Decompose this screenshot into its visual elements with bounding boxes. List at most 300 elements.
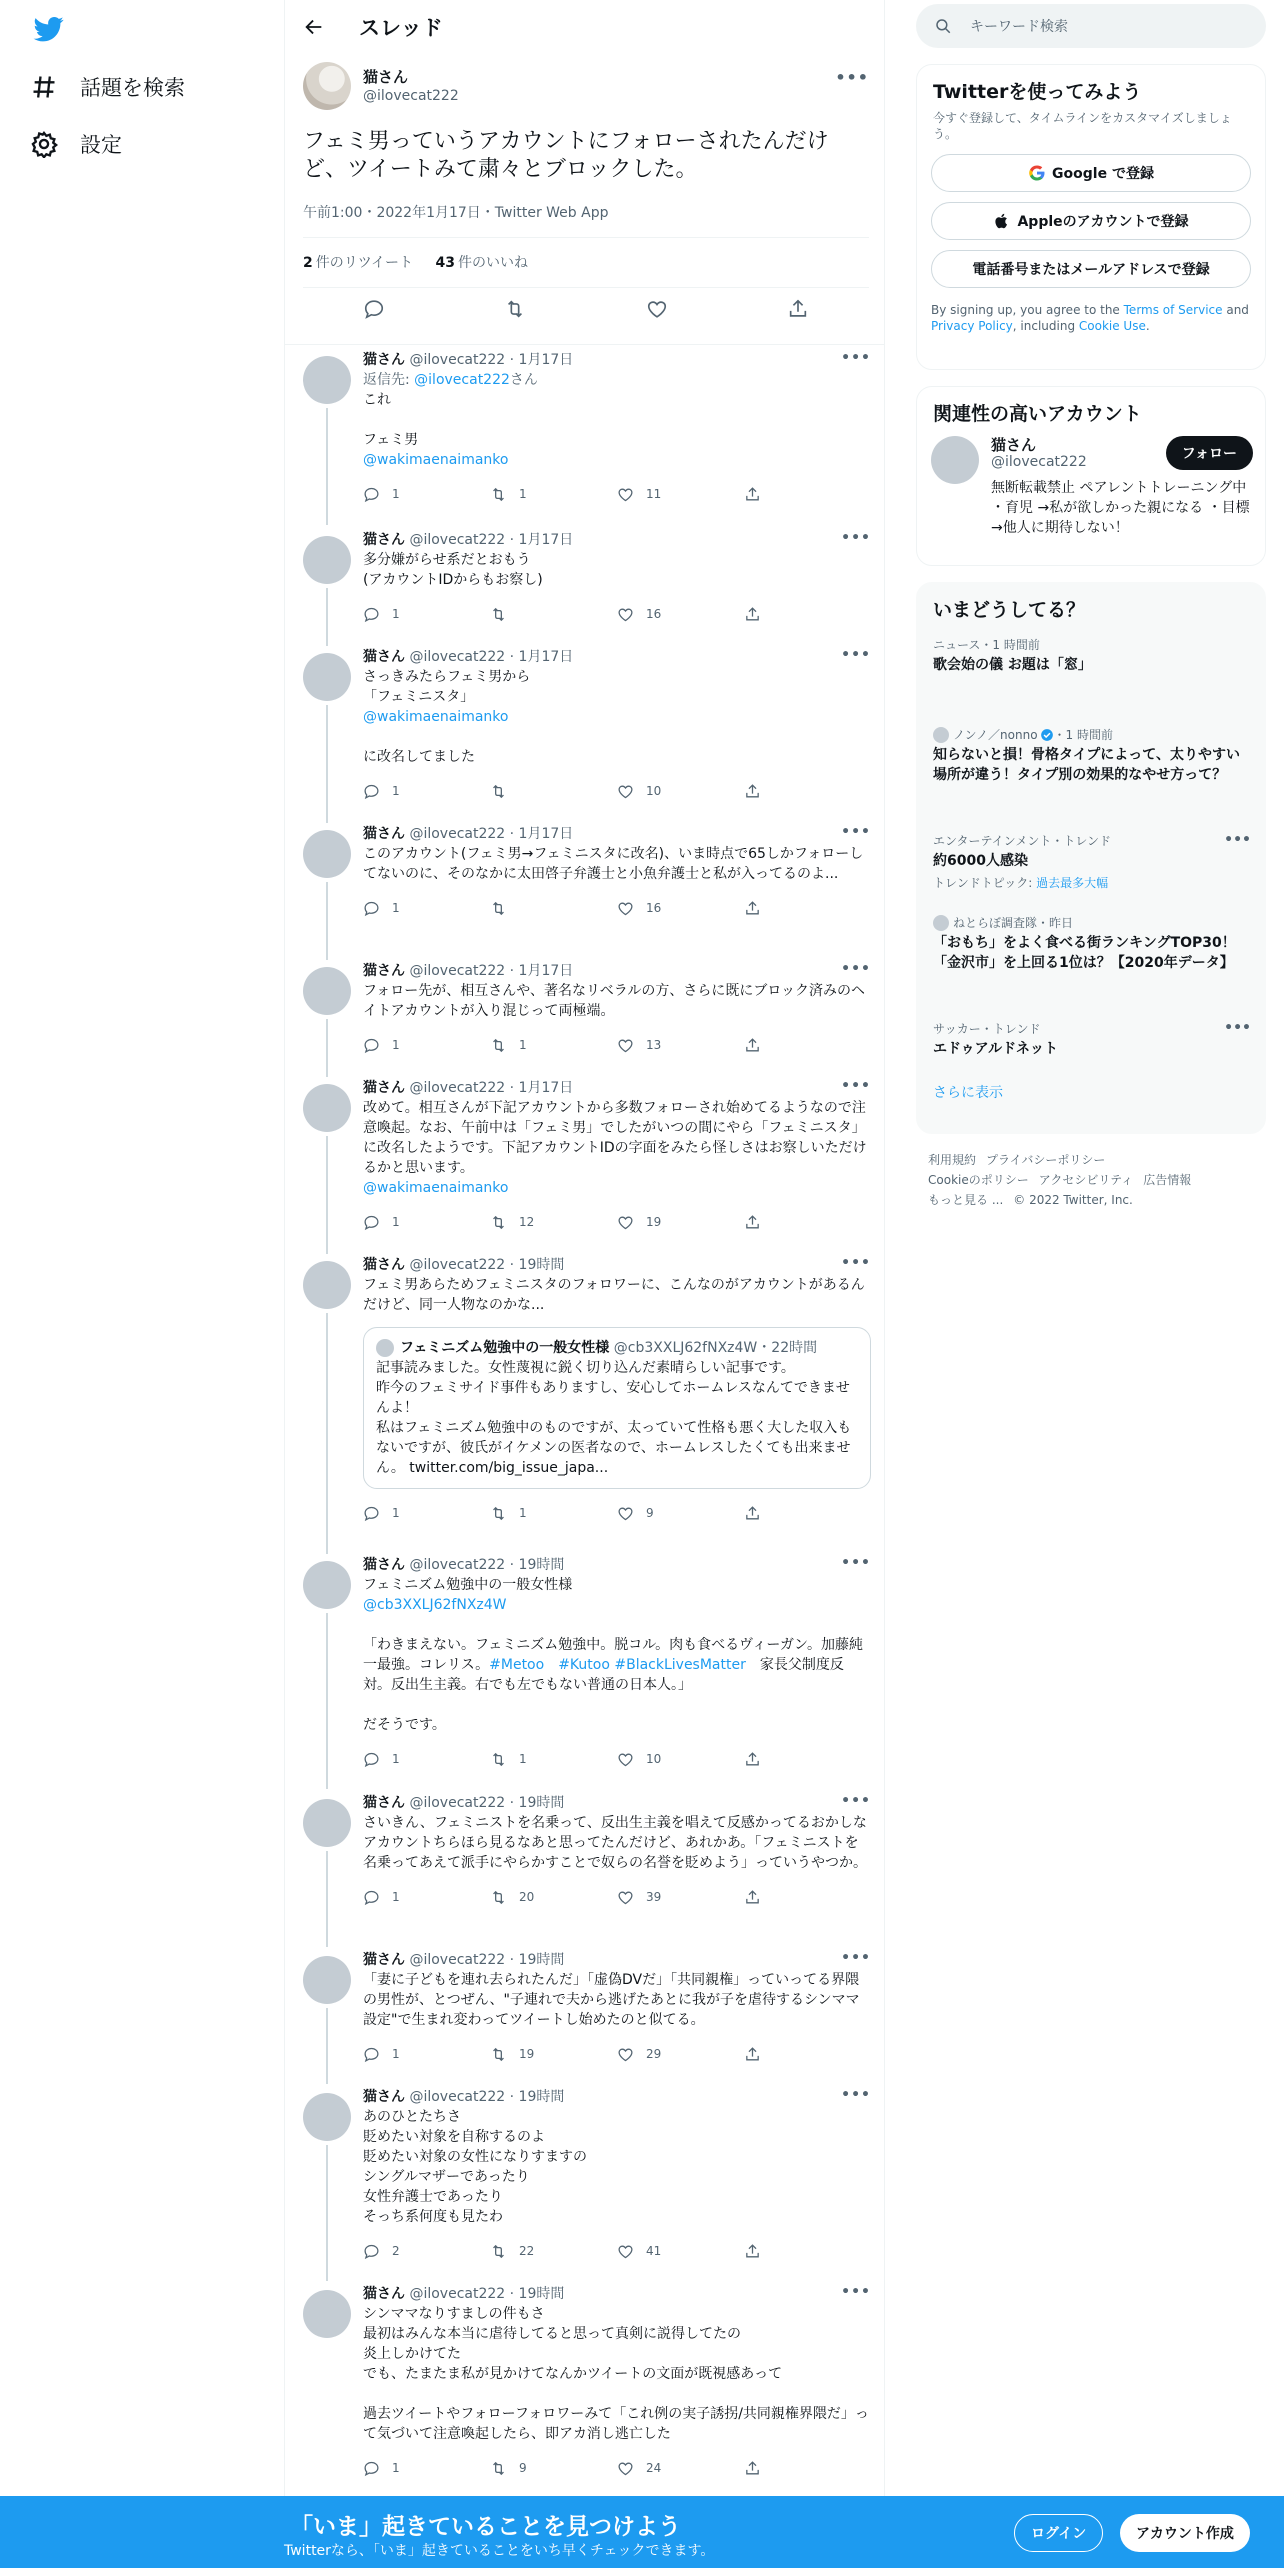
reply-tweet[interactable]: 猫さん @ilovecat222 · 1月17日 ••• このアカウント(フェミ男→フェミニスタに改名)、いま時点で65しかフォローしてないのに、そのなかに太田啓子弁護士と小魚弁護士と私が入ってるのよ... 1 16: [285, 824, 885, 956]
google-signup-button[interactable]: [931, 154, 1251, 192]
trend-time: ・昨日: [1037, 916, 1074, 930]
reply-tweet[interactable]: 猫さん @ilovecat222 · 1月17日 ••• さっきみたらフェミ男から 「フェミニスタ」 @wakimaenaimanko に改名してました 1 10: [285, 647, 885, 819]
tweet-text: これ フェミ男: [363, 392, 419, 448]
trend-title: 約6000人感染: [933, 853, 1028, 869]
author-name[interactable]: 猫さん: [363, 2089, 405, 2105]
share-icon: [744, 783, 761, 800]
more-icon[interactable]: •••: [841, 2087, 871, 2103]
tweet-time[interactable]: 1月17日: [518, 649, 574, 665]
footer-link[interactable]: もっと見る ...: [928, 1193, 1004, 1207]
thread-line: [326, 588, 328, 646]
trends-panel: [916, 582, 1266, 1134]
author-handle[interactable]: @ilovecat222: [409, 1952, 506, 1968]
apple-icon: [993, 212, 1011, 230]
retweet-button[interactable]: 19: [490, 2044, 617, 2064]
tweet-text: フェミ男あらためフェミニスタのフォロワーに、こんなのがアカウントがあるんだけど、同一人物なのかな...: [363, 1277, 865, 1313]
terms-link[interactable]: Terms of Service: [1123, 303, 1223, 317]
trend-time: ・1 時間前: [1053, 728, 1113, 742]
tweet-time[interactable]: 19時間: [518, 1257, 565, 1273]
reply-button[interactable]: 1: [363, 1035, 490, 1055]
trend-title: 「おもち」をよく食べる街ランキングTOP30！ 「金沢市」を上回る1位は？【2020年データ】: [933, 935, 1250, 971]
avatar: [376, 1339, 394, 1357]
source-avatar: [933, 915, 949, 931]
bottombar-subtitle: Twitterなら、「いま」起きていることをいち早くチェックできます。: [284, 2543, 715, 2559]
reply-icon: [363, 783, 380, 800]
share-icon: [744, 486, 761, 503]
share-button[interactable]: [744, 484, 871, 504]
quoted-tweet[interactable]: フェミニズム勉強中の一般女性様 @cb3XXLJ62fNXz4W ・ 22時間 記事読みました。女性蔑視に鋭く切り込んだ素晴らしい記事です。 昨今のフェミサイド事件もありますし、安心してホームレスなんてできませんよ！ 私はフェミニズム勉強中のものですが、太っていて性格も悪く大した収入もないですが、彼氏がイケメンの医者なので、ホームレスしたくても出来ません。 twitter.com/big_issue_japa...: [363, 1327, 871, 1489]
tweet-time[interactable]: 19時間: [518, 1557, 565, 1573]
account-handle[interactable]: @ilovecat222: [991, 454, 1087, 470]
share-button[interactable]: [744, 1749, 871, 1769]
retweet-button[interactable]: [490, 604, 617, 624]
mention-link[interactable]: @wakimaenaimanko: [363, 709, 509, 725]
author-handle[interactable]: @ilovecat222: [409, 1795, 506, 1811]
reply-button[interactable]: 1: [363, 1749, 490, 1769]
tweet-time[interactable]: 1月17日: [518, 963, 574, 979]
share-button[interactable]: [744, 898, 871, 918]
retweet-icon: [490, 606, 507, 623]
author-name[interactable]: 猫さん: [363, 1080, 405, 1096]
reply-button[interactable]: 1: [363, 898, 490, 918]
reply-tweet[interactable]: 猫さん @ilovecat222 · 1月17日 ••• 多分嫌がらせ系だとおもう (アカウントIDからもお察し) 1 16: [285, 530, 885, 642]
avatar[interactable]: [303, 1956, 351, 2004]
share-button[interactable]: [744, 781, 871, 801]
avatar[interactable]: [303, 967, 351, 1015]
signup-button[interactable]: アカウント作成: [1120, 2514, 1250, 2552]
share-icon: [744, 1037, 761, 1054]
like-icon: [617, 1505, 634, 1522]
quoted-author-handle: @cb3XXLJ62fNXz4W: [613, 1340, 758, 1356]
avatar[interactable]: [303, 1561, 351, 1609]
reply-tweet[interactable]: 猫さん @ilovecat222 · 1月17日 ••• 返信先: @ilovecat222さん これ フェミ男 @wakimaenaimanko 1 1 11: [285, 350, 885, 525]
more-icon[interactable]: •••: [1224, 1020, 1251, 1036]
author-handle[interactable]: @ilovecat222: [409, 1080, 506, 1096]
thread-line: [326, 1019, 328, 1077]
thread-line: [326, 1136, 328, 1254]
avatar[interactable]: [303, 830, 351, 878]
reply-button[interactable]: 1: [363, 2044, 490, 2064]
retweet-button[interactable]: 12: [490, 1212, 617, 1232]
like-icon: [617, 2460, 634, 2477]
share-icon[interactable]: [787, 298, 809, 320]
tweet-text: さっきみたらフェミ男から 「フェミニスタ」: [363, 669, 531, 705]
reply-button[interactable]: 2: [363, 2241, 490, 2261]
bottom-signup-bar: [0, 2496, 1284, 2568]
cookie-link[interactable]: Cookie Use: [1078, 319, 1146, 333]
follow-button[interactable]: フォロー: [1166, 436, 1253, 470]
back-arrow-icon[interactable]: [303, 16, 325, 38]
tweet-text: さいきん、フェミニストを名乗って、反出生主義を唱えて反感かってるおかしなアカウントちらほら見るなあと思ってたんだけど、あれかあ。「フェミニストを名乗ってあえて派手にやらかすことで奴らの名誉を貶めよう」っていうやつか。: [363, 1815, 867, 1871]
trend-item[interactable]: [917, 914, 1265, 1020]
like-button[interactable]: 16: [617, 898, 744, 918]
author-name[interactable]: 猫さん: [363, 1952, 405, 1968]
phone-email-signup-button[interactable]: [931, 250, 1251, 288]
author-name[interactable]: 猫さん: [363, 1257, 405, 1273]
tweet-text: あのひとたちさ 貶めたい対象を自称するのよ 貶めたい対象の女性になりすますの シングルマザーであったり 女性弁護士であったり そっち系何度も見たわ: [363, 2109, 587, 2225]
tweet-actions: [303, 298, 869, 320]
left-nav: [0, 0, 284, 2568]
reply-button[interactable]: 1: [363, 1212, 490, 1232]
retweet-button[interactable]: 9: [490, 2458, 617, 2478]
page-title: スレッド: [359, 16, 443, 40]
reply-icon: [363, 2460, 380, 2477]
trend-source: ねとらぼ調査隊: [953, 916, 1038, 930]
source-avatar: [933, 727, 949, 743]
share-icon: [744, 2046, 761, 2063]
nav-settings-label: 設定: [80, 133, 122, 157]
author-name[interactable]: 猫さん: [363, 2286, 405, 2302]
tweet-time[interactable]: 1月17日: [518, 352, 574, 368]
like-icon: [617, 2046, 634, 2063]
phone-signup-label: 電話番号またはメールアドレスで登録: [972, 262, 1210, 278]
retweet-icon: [490, 1751, 507, 1768]
author-name[interactable]: 猫さん: [363, 68, 409, 86]
hashtag-icon: [30, 73, 58, 101]
avatar[interactable]: [303, 536, 351, 584]
share-icon: [744, 1214, 761, 1231]
tweet-text: 「妻に子どもを連れ去られたんだ」「虚偽DVだ」「共同親権」っていってる界隈の男性が、とつぜん、"子連れで夫から逃げたあとに我が子を虐待するシンママ設定"で生まれ変わってツイートし始めたのと似てる。: [363, 1972, 860, 2028]
thread-line: [326, 1613, 328, 1789]
thread-line: [326, 2008, 328, 2084]
trend-source: ノンノ／nonno: [953, 728, 1038, 742]
like-icon: [617, 1037, 634, 1054]
tweet-time[interactable]: 19時間: [518, 2089, 565, 2105]
avatar[interactable]: [303, 356, 351, 404]
tweet-time[interactable]: 19時間: [518, 1952, 565, 1968]
divider: [303, 237, 869, 238]
author-name[interactable]: 猫さん: [363, 1557, 405, 1573]
like-button[interactable]: 10: [617, 781, 744, 801]
more-icon[interactable]: •••: [841, 1950, 871, 1966]
retweet-button[interactable]: 1: [490, 1749, 617, 1769]
share-button[interactable]: [744, 604, 871, 624]
tweet-text: フォロー先が、相互さんや、著名なリベラルの方、さらに既にブロック済みのヘイトアカウントが入り混じって両極端。: [363, 983, 866, 1019]
trend-item[interactable]: [917, 1020, 1265, 1082]
like-icon: [617, 900, 634, 917]
more-icon[interactable]: •••: [841, 824, 871, 840]
author-name[interactable]: 猫さん: [363, 1795, 405, 1811]
reply-icon: [363, 1037, 380, 1054]
avatar[interactable]: [303, 62, 351, 110]
author-name[interactable]: 猫さん: [363, 352, 405, 368]
signup-panel: [916, 64, 1266, 370]
avatar[interactable]: [303, 1261, 351, 1309]
trend-meta: サッカー・トレンド: [933, 1022, 1041, 1036]
tweet-time[interactable]: 1月17日: [518, 1080, 574, 1096]
like-button[interactable]: 29: [617, 2044, 744, 2064]
more-icon[interactable]: •••: [841, 2284, 871, 2300]
more-icon[interactable]: •••: [841, 350, 871, 366]
apple-signup-button[interactable]: [931, 202, 1251, 240]
footer-link[interactable]: 広告情報: [1143, 1173, 1192, 1187]
tweet-time[interactable]: 1月17日: [518, 532, 574, 548]
tweet-time[interactable]: 1月17日: [518, 826, 574, 842]
tweet-text: フェミ男っていうアカウントにフォローされたんだけど、ツイートみて粛々とブロックした。: [303, 129, 829, 182]
reply-to-link[interactable]: @ilovecat222: [414, 372, 510, 388]
reply-icon: [363, 1505, 380, 1522]
verified-badge-icon: [1040, 728, 1054, 742]
like-button[interactable]: 16: [617, 604, 744, 624]
reply-button[interactable]: 1: [363, 1503, 490, 1523]
search-input[interactable]: キーワード検索: [970, 19, 1068, 35]
retweet-icon: [490, 1889, 507, 1906]
retweet-icon: [490, 2243, 507, 2260]
thread-line: [326, 408, 328, 525]
like-button[interactable]: 13: [617, 1035, 744, 1055]
trend-item[interactable]: [917, 832, 1265, 914]
reply-button[interactable]: 1: [363, 781, 490, 801]
like-button[interactable]: 19: [617, 1212, 744, 1232]
signup-legal: By signing up, you agree to the Terms of Service and Privacy Policy, including Cookie Use.: [931, 303, 1249, 333]
retweet-icon: [490, 2046, 507, 2063]
hashtag-link[interactable]: #Metoo: [489, 1657, 545, 1673]
tweet-text-cont: に改名してました: [363, 749, 475, 765]
like-icon: [617, 1751, 634, 1768]
avatar[interactable]: [931, 436, 979, 484]
tweet-text: フェミニズム勉強中の一般女性様: [363, 1577, 573, 1593]
retweet-button[interactable]: 1: [490, 1035, 617, 1055]
reply-icon: [363, 486, 380, 503]
signup-subtitle: 今すぐ登録して、タイムラインをカスタマイズしましょう。: [933, 111, 1232, 141]
trend-meta: エンターテインメント・トレンド: [933, 834, 1112, 848]
trend-item[interactable]: [917, 636, 1265, 726]
like-icon: [617, 2243, 634, 2260]
retweet-stat[interactable]: 2 件のリツイート: [303, 255, 414, 271]
trend-title: 知らないと損！骨格タイプによって、太りやすい場所が違う！タイプ別の効果的なやせ方って？: [933, 747, 1241, 783]
google-signup-label: Google で登録: [1052, 166, 1154, 182]
reply-icon: [363, 2243, 380, 2260]
retweet-button[interactable]: [490, 898, 617, 918]
nav-explore[interactable]: [30, 67, 185, 107]
retweet-button[interactable]: 1: [490, 1503, 617, 1523]
reply-tweet[interactable]: 猫さん @ilovecat222 · 19時間 ••• 「妻に子どもを連れ去られたんだ」「虚偽DVだ」「共同親権」っていってる界隈の男性が、とつぜん、"子連れで夫から逃げたあとに我が子を虐待するシンママ設定"で生まれ変わってツイートし始めたのと似てる。 1 19 29: [285, 1950, 885, 2080]
retweet-icon: [490, 1214, 507, 1231]
reply-button[interactable]: 1: [363, 484, 490, 504]
reply-tweet[interactable]: 猫さん @ilovecat222 · 19時間 ••• シンママなりすましの件もさ 最初はみんな本当に虐待してると思って真剣に説得してたの 炎上しかけてた でも、たまたま私が見かけてなんかツイートの文面が既視感あって 過去ツイートやフォローフォロワーみて「これ例の実子誘拐/共同親権界隈だ」って気づいて注意喚起したら、即アカ消し逃亡した 1 9 24: [285, 2284, 885, 2494]
thread-line: [326, 705, 328, 823]
trend-topic-label: トレンドトピック:: [933, 876, 1033, 890]
bottombar-title: 「いま」起きていることを見つけよう: [290, 2514, 681, 2540]
more-icon[interactable]: •••: [841, 1793, 871, 1809]
trend-title: 歌会始の儀 お題は「窓」: [933, 657, 1092, 673]
like-button[interactable]: 24: [617, 2458, 744, 2478]
trend-item[interactable]: [917, 726, 1265, 832]
share-button[interactable]: [744, 2241, 871, 2261]
retweet-icon: [490, 2460, 507, 2477]
retweet-button[interactable]: 22: [490, 2241, 617, 2261]
avatar[interactable]: [303, 2093, 351, 2141]
author-handle[interactable]: @ilovecat222: [409, 532, 506, 548]
more-icon[interactable]: •••: [841, 1255, 871, 1271]
more-icon[interactable]: •••: [835, 68, 869, 87]
reply-button[interactable]: 1: [363, 2458, 490, 2478]
share-button[interactable]: [744, 1887, 871, 1907]
hashtag-link[interactable]: #BlackLivesMatter: [614, 1657, 746, 1673]
reply-tweet[interactable]: 猫さん @ilovecat222 · 19時間 ••• あのひとたちさ 貶めたい対象を自称するのよ 貶めたい対象の女性になりすますの シングルマザーであったり 女性弁護士であったり そっち系何度も見たわ 2 22 41: [285, 2087, 885, 2277]
like-stat[interactable]: 43 件のいいね: [435, 255, 528, 271]
mention-link[interactable]: @cb3XXLJ62fNXz4W: [363, 1597, 507, 1613]
like-icon: [617, 606, 634, 623]
avatar[interactable]: [303, 2290, 351, 2338]
share-button[interactable]: [744, 2044, 871, 2064]
tweet-text: このアカウント(フェミ男→フェミニスタに改名)、いま時点で65しかフォローしてないのに、そのなかに太田啓子弁護士と小魚弁護士と私が入ってるのよ...: [363, 846, 864, 882]
author-name[interactable]: 猫さん: [363, 649, 405, 665]
author-handle[interactable]: @ilovecat222: [409, 352, 506, 368]
footer-link[interactable]: 利用規約: [928, 1153, 977, 1167]
share-button[interactable]: [744, 1035, 871, 1055]
more-icon[interactable]: •••: [841, 961, 871, 977]
like-button[interactable]: 9: [617, 1503, 744, 1523]
gear-icon: [30, 130, 58, 158]
retweet-button[interactable]: 20: [490, 1887, 617, 1907]
reply-icon: [363, 1751, 380, 1768]
retweet-icon: [490, 1505, 507, 1522]
reply-button[interactable]: 1: [363, 1887, 490, 1907]
like-button[interactable]: 10: [617, 1749, 744, 1769]
retweet-icon: [490, 783, 507, 800]
relevant-accounts-panel: [916, 386, 1266, 566]
more-icon[interactable]: •••: [1224, 832, 1251, 848]
author-handle[interactable]: @ilovecat222: [409, 2089, 506, 2105]
nav-settings[interactable]: [30, 124, 122, 164]
like-icon: [617, 1214, 634, 1231]
thread-header: [285, 0, 885, 54]
avatar[interactable]: [303, 653, 351, 701]
footer-link[interactable]: プライバシーポリシー: [986, 1153, 1106, 1167]
divider: [303, 287, 869, 288]
search-box[interactable]: [916, 4, 1266, 48]
tweet-text-cont: 「わきまえない。フェミニズム勉強中。脱コル。肉も食べるヴィーガン。加藤純一最強。コレリス。#Metoo #Kutoo #BlackLivesMatter 家長父制度反対。反出生主義。右でも左でもない普通の日本人。」 だそうです。: [363, 1637, 863, 1733]
nav-explore-label: 話題を検索: [80, 76, 185, 100]
author-handle[interactable]: @ilovecat222: [409, 649, 506, 665]
footer-link[interactable]: Cookieのポリシー: [928, 1173, 1029, 1187]
copyright: © 2022 Twitter, Inc.: [1013, 1193, 1133, 1207]
retweet-button[interactable]: 1: [490, 484, 617, 504]
tweet-stats: [303, 252, 528, 272]
signup-title: Twitterを使ってみよう: [933, 81, 1142, 103]
reply-to-suffix: さん: [509, 372, 538, 388]
reply-icon: [363, 900, 380, 917]
like-icon: [617, 783, 634, 800]
reply-tweet[interactable]: 猫さん @ilovecat222 · 19時間 ••• フェミニズム勉強中の一般女性様 @cb3XXLJ62fNXz4W 「わきまえない。フェミニズム勉強中。脱コル。肉も食べるヴィーガン。加藤純一最強。コレリス。#Metoo #Kutoo #BlackLivesMatter 家長父制度反対。反出生主義。右でも左でもない普通の日本人。」 だそうです。 1 1 10: [285, 1555, 885, 1785]
author-handle[interactable]: @ilovecat222: [409, 1557, 506, 1573]
reply-to-label: 返信先:: [363, 372, 410, 388]
author-handle[interactable]: @ilovecat222: [409, 963, 506, 979]
reply-icon: [363, 1214, 380, 1231]
like-button[interactable]: 11: [617, 484, 744, 504]
tweet-text: シンママなりすましの件もさ 最初はみんな本当に虐待してると思って真剣に説得してたの 炎上しかけてた でも、たまたま私が見かけてなんかツイートの文面が既視感あって 過去ツイートやフォローフォロワーみて「これ例の実子誘拐/共同親権界隈だ」って気づいて注意喚起したら、即アカ消し逃亡した: [363, 2306, 869, 2442]
share-button[interactable]: [744, 2458, 871, 2478]
thread-column: [284, 0, 885, 2568]
thread-line: [326, 1851, 328, 1947]
more-icon[interactable]: •••: [841, 530, 871, 546]
show-more-link[interactable]: さらに表示: [933, 1085, 1003, 1101]
mention-link[interactable]: @wakimaenaimanko: [363, 1180, 509, 1196]
like-icon: [617, 486, 634, 503]
share-icon: [744, 1505, 761, 1522]
retweet-button[interactable]: [490, 781, 617, 801]
retweet-icon: [490, 1037, 507, 1054]
tweet-time[interactable]: 19時間: [518, 1795, 565, 1811]
google-icon: [1028, 164, 1046, 182]
account-card[interactable]: [917, 426, 1265, 536]
share-button[interactable]: [744, 1212, 871, 1232]
author-handle[interactable]: @ilovecat222: [409, 826, 506, 842]
retweet-icon: [490, 486, 507, 503]
reply-icon[interactable]: [363, 298, 385, 320]
author-name[interactable]: 猫さん: [363, 963, 405, 979]
reply-button[interactable]: 1: [363, 604, 490, 624]
author-handle[interactable]: @ilovecat222: [409, 1257, 506, 1273]
trend-topic-link[interactable]: 過去最多大幅: [1036, 876, 1109, 890]
more-icon[interactable]: •••: [841, 1078, 871, 1094]
tweet-time[interactable]: 19時間: [518, 2286, 565, 2302]
tweet-text: 改めて。相互さんが下記アカウントから多数フォローされ始めてるようなので注意喚起。なお、午前中は「フェミ男」でしたがいつの間にやら「フェミニスタ」に改名したようです。下記アカウントIDの字面をみたら怪しさはお察しいただけるかと思います。: [363, 1100, 867, 1176]
tweet-text: 多分嫌がらせ系だとおもう (アカウントIDからもお察し): [363, 552, 543, 588]
login-button[interactable]: ログイン: [1014, 2514, 1103, 2552]
thread-line: [326, 2145, 328, 2281]
reply-icon: [363, 606, 380, 623]
footer-links: [928, 1150, 1258, 1210]
hashtag-link[interactable]: #Kutoo: [558, 1657, 610, 1673]
retweet-icon[interactable]: [504, 298, 526, 320]
quoted-author-name: フェミニズム勉強中の一般女性様: [400, 1340, 610, 1356]
author-handle[interactable]: @ilovecat222: [363, 88, 459, 104]
relevant-title: 関連性の高いアカウント: [933, 403, 1142, 425]
account-bio: 無断転載禁止 ペアレントトレーニング中 ・育児 →私が欲しかった親になる ・目標 →他人に期待しない！: [991, 480, 1250, 536]
reply-tweet[interactable]: 猫さん @ilovecat222 · 1月17日 ••• 改めて。相互さんが下記アカウントから多数フォローされ始めてるようなので注意喚起。なお、午前中は「フェミ男」でしたがいつの間にやら「フェミニスタ」に改名したようです。下記アカウントIDの字面をみたら怪しさはお察しいただけるかと思います。 @wakimaenaimanko 1 12 19: [285, 1078, 885, 1250]
mention-link[interactable]: @wakimaenaimanko: [363, 452, 509, 468]
account-name[interactable]: 猫さん: [991, 436, 1037, 454]
like-icon[interactable]: [646, 298, 668, 320]
tweet-meta[interactable]: 午前1:00・2022年1月17日・Twitter Web App: [303, 205, 609, 221]
quoted-text: 記事読みました。女性蔑視に鋭く切り込んだ素晴らしい記事です。 昨今のフェミサイド事件もありますし、安心してホームレスなんてできませんよ！ 私はフェミニズム勉強中のものですが、太っていて性格も悪く大した収入もないですが、彼氏がイケメンの医者なので、ホームレスしたくても出来ません。 twitter.com/big_issue_japa...: [376, 1360, 852, 1476]
like-icon: [617, 1889, 634, 1906]
share-button[interactable]: [744, 1503, 871, 1523]
retweet-icon: [490, 900, 507, 917]
more-icon[interactable]: •••: [841, 647, 871, 663]
author-name[interactable]: 猫さん: [363, 826, 405, 842]
trend-meta: ニュース・1 時間前: [933, 638, 1040, 652]
author-handle[interactable]: @ilovecat222: [409, 2286, 506, 2302]
reply-tweet[interactable]: 猫さん @ilovecat222 · 19時間 ••• さいきん、フェミニストを名乗って、反出生主義を唱えて反感かってるおかしなアカウントちらほら見るなあと思ってたんだけど、あれかあ。「フェミニストを名乗ってあえて派手にやらかすことで奴らの名誉を貶めよう」っていうやつか。 1 20 39: [285, 1793, 885, 1943]
trends-title: いまどうしてる？: [933, 599, 1086, 621]
divider: [285, 344, 885, 345]
apple-signup-label: Appleのアカウントで登録: [1017, 214, 1189, 230]
share-icon: [744, 1751, 761, 1768]
thread-line: [326, 1313, 328, 1554]
reply-icon: [363, 2046, 380, 2063]
reply-tweet[interactable]: 猫さん @ilovecat222 · 19時間 ••• フェミ男あらためフェミニスタのフォロワーに、こんなのがアカウントがあるんだけど、同一人物なのかな... フェミニズム勉強中の一般女性様 @cb3XXLJ62fNXz4W ・ 22時間 記事読みました。女性蔑視に鋭く切り込んだ素晴らしい記事です。 昨今のフェミサイド事件もありますし、安心してホームレスなんてできませんよ！ 私はフェミニズム勉強中のものですが、太っていて性格も悪く大した収入もないですが、彼氏がイケメンの医者なので、ホームレスしたくても出来ません。 twitter.com/big_issue_japa... 1 1 9: [285, 1255, 885, 1550]
reply-tweet[interactable]: 猫さん @ilovecat222 · 1月17日 ••• フォロー先が、相互さんや、著名なリベラルの方、さらに既にブロック済みのヘイトアカウントが入り混じって両極端。 1 1 13: [285, 961, 885, 1073]
avatar[interactable]: [303, 1084, 351, 1132]
reply-icon: [363, 1889, 380, 1906]
like-button[interactable]: 41: [617, 2241, 744, 2261]
privacy-link[interactable]: Privacy Policy: [931, 319, 1013, 333]
avatar[interactable]: [303, 1799, 351, 1847]
share-icon: [744, 2460, 761, 2477]
like-button[interactable]: 39: [617, 1887, 744, 1907]
quoted-time: 22時間: [771, 1340, 818, 1356]
twitter-logo-icon[interactable]: [32, 14, 66, 44]
author-name[interactable]: 猫さん: [363, 532, 405, 548]
more-icon[interactable]: •••: [841, 1555, 871, 1571]
share-icon: [744, 900, 761, 917]
footer-link[interactable]: アクセシビリティ: [1038, 1173, 1134, 1187]
thread-line: [326, 882, 328, 960]
share-icon: [744, 606, 761, 623]
